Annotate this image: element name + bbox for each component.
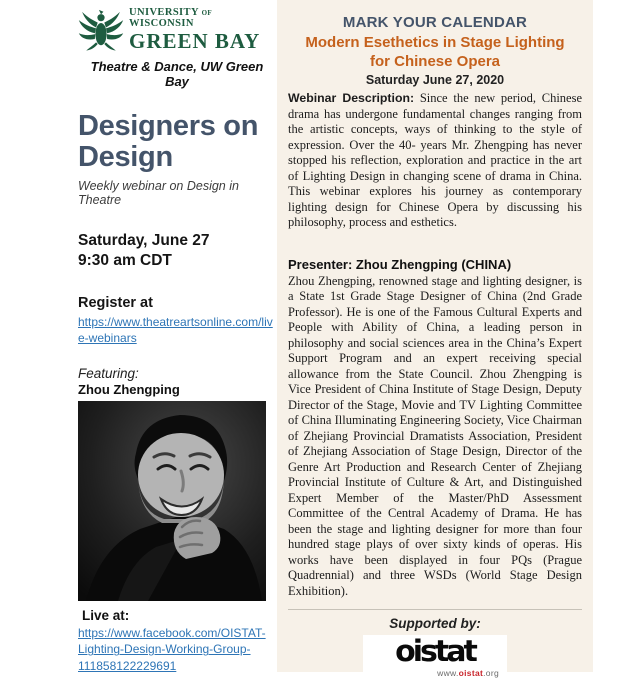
- oistat-url-name: oistat: [458, 667, 484, 678]
- facebook-link[interactable]: https://www.facebook.com/OISTAT-Lighting-Design-Working-Group-111858122229691: [78, 626, 266, 673]
- presenter-photo: [78, 401, 266, 601]
- register-link[interactable]: https://www.theatreartsonline.com/live-webinars: [78, 314, 273, 346]
- uwgb-logo: [78, 8, 276, 52]
- series-title: Designers on Design: [78, 110, 259, 174]
- presenter-heading: Presenter: Zhou Zhengping (CHINA): [288, 256, 512, 272]
- featuring-label: Featuring:: [78, 366, 139, 382]
- presenter-bio: Zhou Zhengping, renowned stage and lighting designer, is a State 1st Grade Stage Designer of China (2nd Grade Professor). He is one of the Famous Cultural Experts and People with Ability of China, a leading person in philosophy and social sciences area in the China’s Expert Support Program and an expert receiving special allowance from the State Council. Zhou Zhengping is Vice President of China Institute of Stage Design, Deputy Director of the Stage, Movie and TV Lighting Committee of China Illuminating Engineering Society, Vice Chairman of Zhejiang Provincial Dramatists Association, President of Zhejiang Association of Stage Design, Director of the Genre Art Production and Research Center of Zhejiang Provincial Institute of Culture & Art, and Distinguished Expert Member of the Master/PhD Assessment Committee of the Central Academy of Drama. He has been the stage and lighting designer for more than four hundred stage plays of over sixty kinds of operas. His works have been displayed in four PQs (Prague Quadrennial) and three WSDs (World Stage Design Exhibition).: [288, 273, 582, 598]
- register-label: Register at: [78, 294, 153, 311]
- live-label: Live at:: [82, 608, 130, 624]
- mark-your-calendar-heading: MARK YOUR CALENDAR: [342, 14, 528, 31]
- divider: [288, 609, 582, 610]
- webinar-date: Saturday June 27, 2020: [365, 73, 505, 88]
- uwgb-phoenix-icon: [78, 9, 124, 51]
- featuring-name: Zhou Zhengping: [78, 382, 180, 398]
- oistat-url-www: www.: [437, 667, 459, 678]
- supported-by-label: Supported by:: [389, 616, 481, 632]
- oistat-url: [371, 668, 499, 678]
- uwgb-wordmark: [129, 8, 276, 52]
- webinar-description-text: Since the new period, Chinese drama has undergone fundamental changes ranging from the artistic concepts, ways of thinking to the style of expression. Over the 40- years Mr. Zhengping has never stopped his reflection, exploration and practice in the art of Lighting Design in changing scene of drama in China. This webinar explores his journey as contemporary lighting design for Chinese Opera by discussing his philosophy, process and esthetics.: [288, 91, 583, 230]
- webinar-title: Modern Esethetics in Stage Lighting for Chinese Opera: [305, 34, 565, 71]
- university-line: UNIVERSITY of WISCONSIN: [129, 7, 213, 29]
- oistat-wordmark: oistat: [395, 634, 475, 669]
- department-line: Theatre & Dance, UW Green Bay: [90, 59, 264, 89]
- event-datetime: [78, 231, 276, 271]
- oistat-url-tld: .org: [483, 667, 499, 678]
- webinar-description-label: Webinar Description:: [288, 91, 415, 106]
- oistat-logo: [363, 635, 507, 681]
- event-time: 9:30 am CDT: [78, 251, 172, 269]
- right-panel: [277, 0, 593, 678]
- event-date: Saturday, June 27: [78, 231, 210, 249]
- series-subtitle: Weekly webinar on Design in Theatre: [78, 178, 239, 207]
- left-column: [78, 8, 276, 674]
- webinar-description: [288, 91, 582, 231]
- campus-line: GREEN BAY: [129, 29, 261, 53]
